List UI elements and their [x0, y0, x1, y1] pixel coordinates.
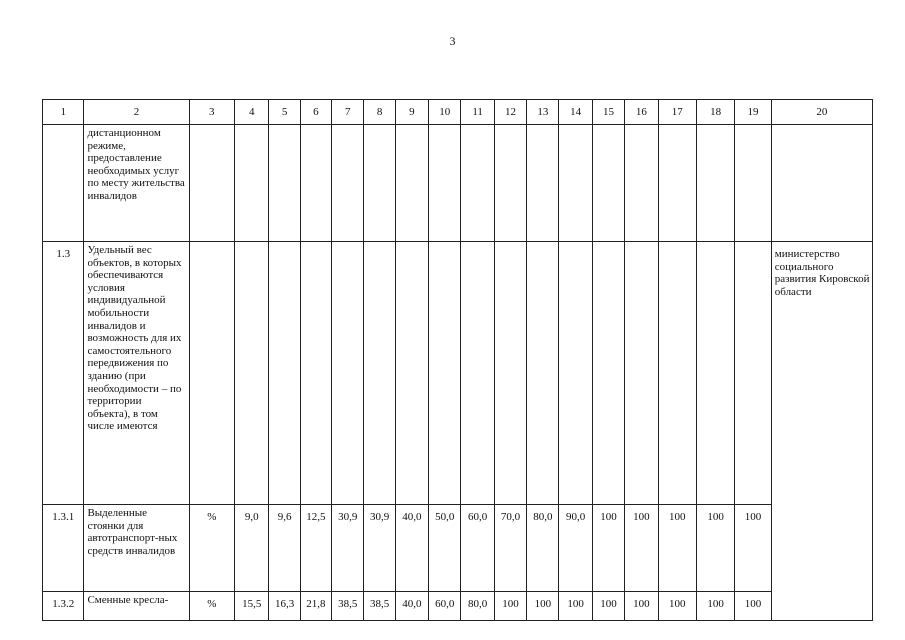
column-header: 17: [658, 100, 696, 125]
value-cell: [429, 125, 461, 242]
value-cell: 100: [592, 592, 624, 621]
row-index: [43, 125, 84, 242]
value-cell: [696, 125, 734, 242]
value-cell: [269, 242, 300, 505]
value-cell: [494, 242, 526, 505]
responsible-cell: [771, 125, 872, 242]
value-cell: [735, 125, 771, 242]
value-cell: 100: [735, 592, 771, 621]
value-cell: [235, 242, 269, 505]
value-cell: 60,0: [429, 592, 461, 621]
row-description: дистанционном режиме, предоставление необходимых услуг по месту жительства инвалидов: [84, 125, 189, 242]
column-header: 1: [43, 100, 84, 125]
value-cell: 38,5: [364, 592, 395, 621]
value-cell: [527, 242, 559, 505]
value-cell: 100: [696, 592, 734, 621]
value-cell: [559, 125, 592, 242]
row-description: Выделенные стоянки для автотранспорт-ных средств инвалидов: [84, 505, 189, 592]
value-cell: 9,6: [269, 505, 300, 592]
column-header: 9: [395, 100, 428, 125]
table-row: [43, 242, 873, 505]
value-cell: 30,9: [332, 505, 364, 592]
value-cell: [332, 242, 364, 505]
value-cell: [735, 242, 771, 505]
column-header: 4: [235, 100, 269, 125]
row-description: Сменные кресла-: [84, 592, 189, 621]
value-cell: 100: [658, 592, 696, 621]
row-description: Удельный вес объектов, в которых обеспечиваются условия индивидуальной мобильности инвалидов и возможность для их самостоятельного передвижения по зданию (при необходимости – по территории объекта), в том числе имеются: [84, 242, 189, 505]
value-cell: 100: [559, 592, 592, 621]
page-number: 3: [449, 34, 456, 48]
column-header: 7: [332, 100, 364, 125]
value-cell: [364, 242, 395, 505]
column-header: 2: [84, 100, 189, 125]
column-header: 6: [300, 100, 331, 125]
value-cell: 100: [625, 505, 658, 592]
value-cell: 9,0: [235, 505, 269, 592]
value-cell: [395, 242, 428, 505]
value-cell: [395, 125, 428, 242]
value-cell: [559, 242, 592, 505]
table-row: [43, 505, 873, 592]
row-unit: [189, 242, 234, 505]
value-cell: [658, 125, 696, 242]
value-cell: 100: [658, 505, 696, 592]
row-index: 1.3: [43, 242, 84, 505]
column-header: 10: [429, 100, 461, 125]
value-cell: 16,3: [269, 592, 300, 621]
column-header: 13: [527, 100, 559, 125]
column-header: 14: [559, 100, 592, 125]
value-cell: 100: [592, 505, 624, 592]
value-cell: [592, 125, 624, 242]
value-cell: [269, 125, 300, 242]
value-cell: 80,0: [461, 592, 494, 621]
value-cell: 21,8: [300, 592, 331, 621]
column-header: 19: [735, 100, 771, 125]
row-unit: %: [189, 592, 234, 621]
row-index: 1.3.1: [43, 505, 84, 592]
row-unit: %: [189, 505, 234, 592]
column-header: 8: [364, 100, 395, 125]
row-index: 1.3.2: [43, 592, 84, 621]
column-header: 3: [189, 100, 234, 125]
value-cell: [461, 125, 494, 242]
value-cell: 100: [494, 592, 526, 621]
value-cell: [429, 242, 461, 505]
value-cell: 12,5: [300, 505, 331, 592]
value-cell: [592, 242, 624, 505]
value-cell: [696, 242, 734, 505]
value-cell: 90,0: [559, 505, 592, 592]
value-cell: [332, 125, 364, 242]
value-cell: [625, 125, 658, 242]
value-cell: 50,0: [429, 505, 461, 592]
value-cell: 15,5: [235, 592, 269, 621]
indicators-table: [42, 99, 873, 621]
value-cell: [527, 125, 559, 242]
responsible-cell: министерство социального развития Кировской области: [771, 242, 872, 621]
header-row: [43, 100, 873, 125]
value-cell: 80,0: [527, 505, 559, 592]
column-header: 11: [461, 100, 494, 125]
value-cell: [461, 242, 494, 505]
value-cell: 100: [625, 592, 658, 621]
value-cell: 100: [527, 592, 559, 621]
table-row: [43, 592, 873, 621]
column-header: 12: [494, 100, 526, 125]
value-cell: [625, 242, 658, 505]
row-unit: [189, 125, 234, 242]
value-cell: [300, 242, 331, 505]
column-header: 15: [592, 100, 624, 125]
column-header: 18: [696, 100, 734, 125]
table-row: [43, 125, 873, 242]
value-cell: 100: [735, 505, 771, 592]
value-cell: 38,5: [332, 592, 364, 621]
value-cell: [300, 125, 331, 242]
value-cell: 40,0: [395, 505, 428, 592]
value-cell: 100: [696, 505, 734, 592]
value-cell: 70,0: [494, 505, 526, 592]
value-cell: [494, 125, 526, 242]
value-cell: [364, 125, 395, 242]
value-cell: 40,0: [395, 592, 428, 621]
column-header: 20: [771, 100, 872, 125]
column-header: 5: [269, 100, 300, 125]
value-cell: 60,0: [461, 505, 494, 592]
value-cell: [658, 242, 696, 505]
column-header: 16: [625, 100, 658, 125]
value-cell: 30,9: [364, 505, 395, 592]
value-cell: [235, 125, 269, 242]
